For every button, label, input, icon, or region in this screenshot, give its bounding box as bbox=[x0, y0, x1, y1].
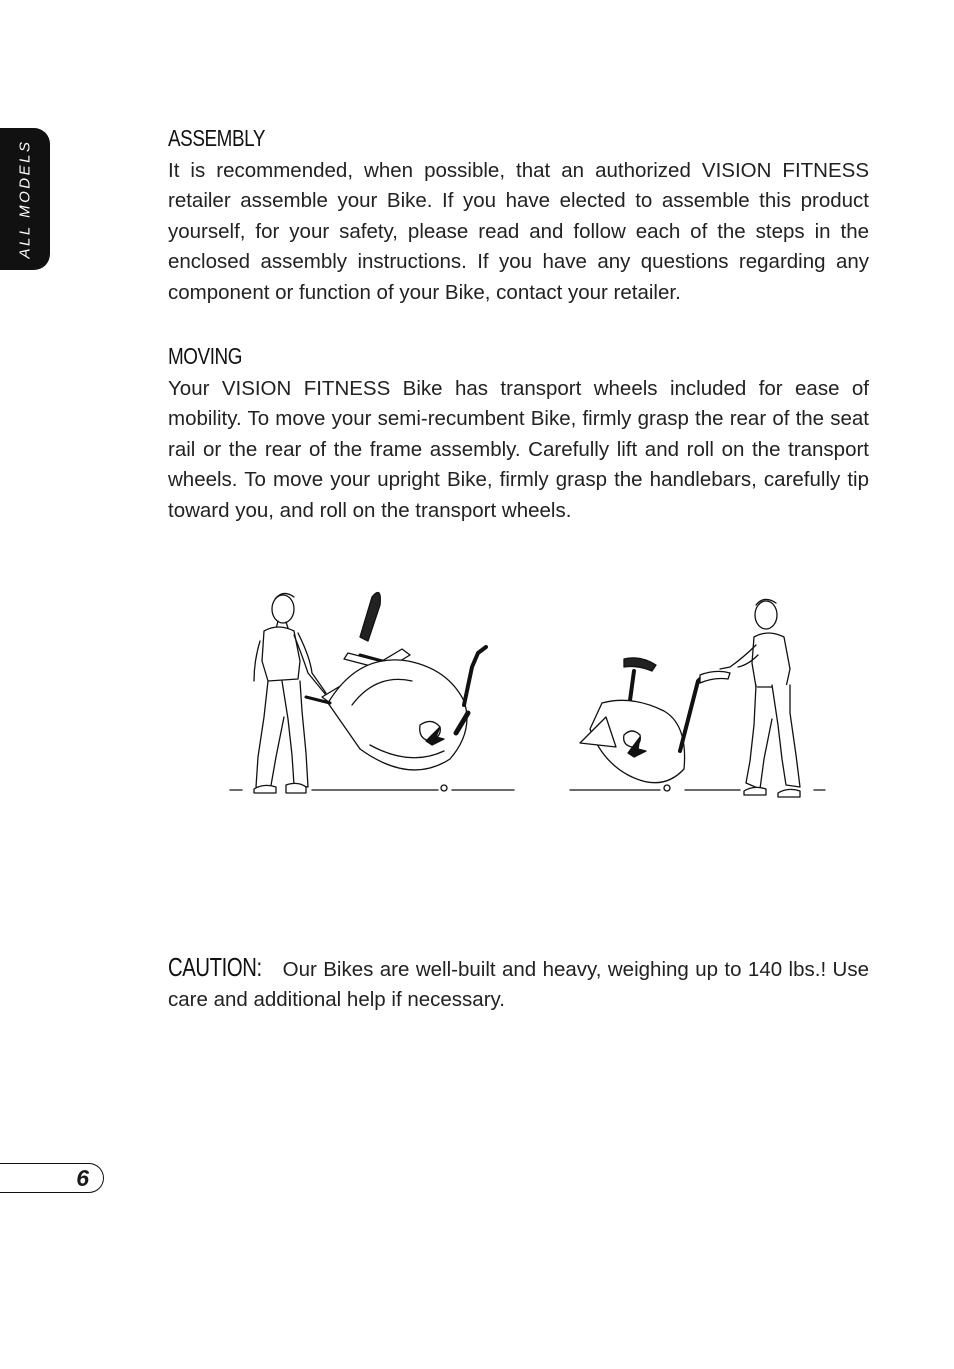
caution-paragraph bbox=[168, 952, 869, 1016]
caution-section bbox=[168, 952, 869, 1016]
caution-label: CAUTION: bbox=[168, 952, 262, 982]
side-section-tab bbox=[0, 128, 50, 270]
recumbent-bike bbox=[306, 593, 486, 792]
assembly-heading: ASSEMBLY bbox=[168, 125, 266, 151]
assembly-body: It is recommended, when possible, that an authorized VISION FITNESS retailer assemble your Bike. If you have elected to assemble this product yourself, for your safety, please read and follow each of the steps in the enclosed assembly instructions. If you have any questions regarding any component or function of your Bike, contact your retailer. bbox=[168, 159, 869, 304]
upright-bike bbox=[580, 658, 730, 791]
side-tab-label: ALL MODELS bbox=[16, 139, 34, 259]
moving-bikes-illustration bbox=[220, 585, 840, 810]
assembly-section bbox=[168, 124, 869, 308]
moving-body: Your VISION FITNESS Bike has transport wheels included for ease of mobility. To move your semi-recumbent Bike, firmly grasp the rear of the seat rail or the rear of the frame assembly. Carefully lift and roll on the transport wheels. To move your upright Bike, firmly grasp the handlebars, carefully tip toward you, and roll on the transport wheels. bbox=[168, 377, 869, 522]
person-right bbox=[720, 599, 800, 797]
bike-moving-figure bbox=[220, 585, 840, 810]
person-left bbox=[254, 593, 326, 793]
caution-body: Our Bikes are well-built and heavy, weighing up to 140 lbs.! Use care and additional help if necessary. bbox=[168, 958, 870, 1012]
page-number-tab bbox=[0, 1163, 104, 1193]
page-number: 6 bbox=[76, 1165, 89, 1191]
moving-heading: MOVING bbox=[168, 343, 243, 369]
moving-section bbox=[168, 342, 869, 526]
